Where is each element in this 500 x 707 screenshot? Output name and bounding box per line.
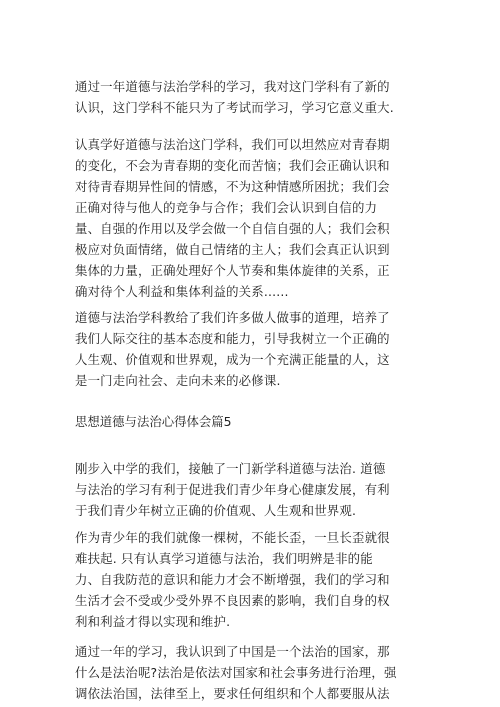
paragraph-line: 确对待个人利益和集体利益的关系...... (75, 284, 289, 299)
paragraph-line: 力、自我防范的意识和能力才会不断增强，我们的学习和 (75, 572, 390, 587)
paragraph-line: 刚步入中学的我们，接触了一门新学科道德与法治. 道德 (75, 461, 386, 476)
paragraph-line: 道德与法治学科教给了我们许多做人做事的道理，培养了 (75, 310, 390, 325)
paragraph-line: 是一门走向社会、走向未来的必修课. (75, 373, 281, 388)
paragraph-line: 通过一年的学习，我认识到了中国是一个法治的国家，那 (75, 644, 390, 659)
paragraph-line: 极应对负面情绪，做自己情绪的主人；我们会真正认识到 (75, 242, 390, 257)
paragraph-line: 调依法治国，法律至上，要求任何组织和个人都要服从法 (75, 686, 390, 701)
paragraph-line: 正确对待与他人的竞争与合作；我们会认识到自信的力 (75, 200, 378, 215)
paragraph-line: 于我们青少年树立正确的价值观、人生观和世界观. (75, 503, 357, 518)
paragraph-line: 的变化，不会为青春期的变化而苦恼；我们会正确认识和 (75, 158, 390, 173)
paragraph-4 (75, 458, 427, 521)
paragraph-line: 认真学好道德与法治这门学科，我们可以坦然应对青春期 (75, 137, 390, 152)
paragraph-line: 我们人际交往的基本态度和能力，引导我树立一个正确的 (75, 331, 390, 346)
paragraph-6 (75, 641, 427, 704)
paragraph-line: 难扶起. 只有认真学习道德与法治，我们明辨是非的能 (75, 551, 373, 566)
paragraph-line: 量、自强的作用以及学会做一个自信自强的人；我们会积 (75, 221, 390, 236)
paragraph-line: 认识，这门学科不能只为了考试而学习，学习它意义重大. (75, 100, 394, 115)
paragraph-line: 集体的力量，正确处理好个人节奏和集体旋律的关系，正 (75, 263, 390, 278)
paragraph-line: 作为青少年的我们就像一棵树，不能长歪，一旦长歪就很 (75, 530, 390, 545)
section-heading: 思想道德与法治心得体会篇5 (75, 414, 232, 429)
paragraph-line: 人生观、价值观和世界观，成为一个充满正能量的人，这 (75, 352, 390, 367)
paragraph-line: 什么是法治呢?法治是依法对国家和社会事务进行治理，强 (75, 665, 397, 680)
paragraph-line: 对待青春期异性间的情感，不为这种情感所困扰；我们会 (75, 179, 390, 194)
paragraph-line: 利和利益才得以实现和维护. (75, 614, 231, 629)
paragraph-5 (75, 527, 427, 632)
paragraph-3 (75, 307, 427, 391)
paragraph-line: 通过一年道德与法治学科的学习，我对这门学科有了新的 (75, 79, 390, 94)
paragraph-line: 与法治的学习有利于促进我们青少年身心健康发展，有利 (75, 482, 390, 497)
paragraph-line: 生活才会不受或少受外界不良因素的影响，我们自身的权 (75, 593, 390, 608)
paragraph-2 (75, 134, 427, 302)
paragraph-1 (75, 76, 427, 118)
